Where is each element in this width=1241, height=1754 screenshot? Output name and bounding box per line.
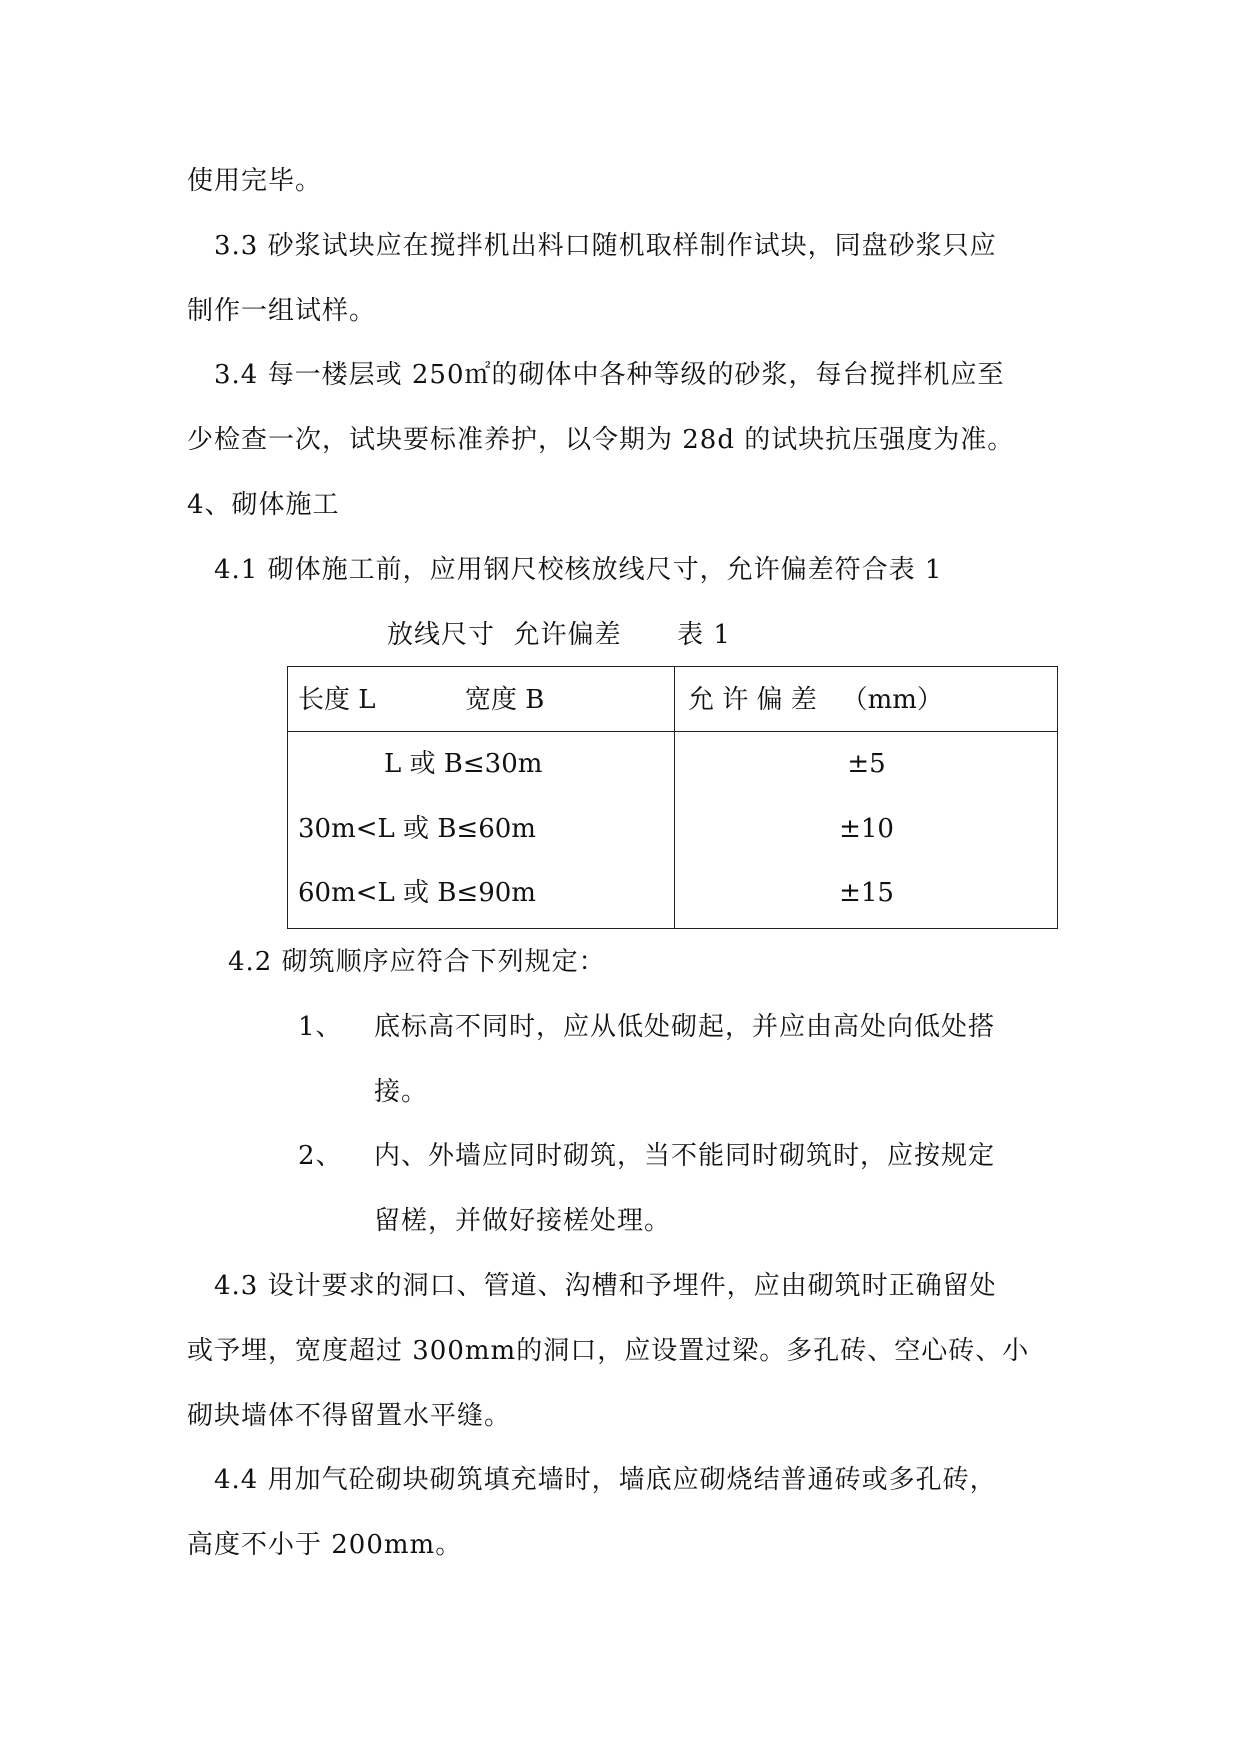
paragraph-line: 少检查一次，试块要标准养护，以令期为 28d 的试块抗压强度为准。 (187, 425, 1015, 455)
section-heading: 4、砌体施工 (187, 490, 340, 520)
list-item-text: 接。 (374, 1077, 429, 1107)
list-item-text: 内、外墙应同时砌筑，当不能同时砌筑时，应按规定 (374, 1141, 996, 1171)
table-header-length: 长度 L (298, 685, 376, 715)
list-item-number: 1、 (298, 1012, 343, 1042)
table-caption: 放线尺寸 允许偏差 表 1 (387, 620, 731, 650)
table-cell-tolerance: ±5 (847, 749, 886, 779)
list-item-text: 底标高不同时，应从低处砌起，并应由高处向低处搭 (374, 1012, 996, 1042)
table-cell-range: 60m<L 或 B≤90m (298, 878, 536, 908)
list-item-number: 2、 (298, 1141, 343, 1171)
paragraph-line: 制作一组试样。 (187, 296, 377, 326)
paragraph-line: 4.3 设计要求的洞口、管道、沟槽和予埋件，应由砌筑时正确留处 (214, 1271, 997, 1301)
paragraph-line: 3.4 每一楼层或 250㎡的砌体中各种等级的砂浆，每台搅拌机应至 (214, 360, 1005, 390)
paragraph-line: 3.3 砂浆试块应在搅拌机出料口随机取样制作试块，同盘砂浆只应 (214, 231, 997, 261)
table-header-tolerance: 允 许 偏 差 （mm） (688, 685, 943, 715)
tolerance-table (287, 666, 1058, 929)
table-cell-tolerance: ±10 (839, 814, 894, 844)
table-header-divider (288, 731, 1057, 732)
paragraph-line: 使用完毕。 (187, 166, 323, 196)
paragraph-line: 4.1 砌体施工前，应用钢尺校核放线尺寸，允许偏差符合表 1 (214, 555, 943, 585)
table-header-width: 宽度 B (465, 685, 545, 715)
paragraph-line: 高度不小于 200mm。 (187, 1530, 463, 1560)
table-cell-tolerance: ±15 (839, 878, 894, 908)
table-cell-range: 30m<L 或 B≤60m (298, 814, 536, 844)
paragraph-line: 砌块墙体不得留置水平缝。 (187, 1401, 512, 1431)
section-title: 4.2 砌筑顺序应符合下列规定： (228, 947, 606, 977)
list-item-text: 留槎，并做好接槎处理。 (374, 1206, 672, 1236)
paragraph-line: 4.4 用加气砼砌块砌筑填充墙时，墙底应砌烧结普通砖或多孔砖， (214, 1465, 997, 1495)
paragraph-line: 或予埋，宽度超过 300mm的洞口，应设置过梁。多孔砖、空心砖、小 (187, 1336, 1030, 1366)
table-cell-range: L 或 B≤30m (384, 749, 543, 779)
